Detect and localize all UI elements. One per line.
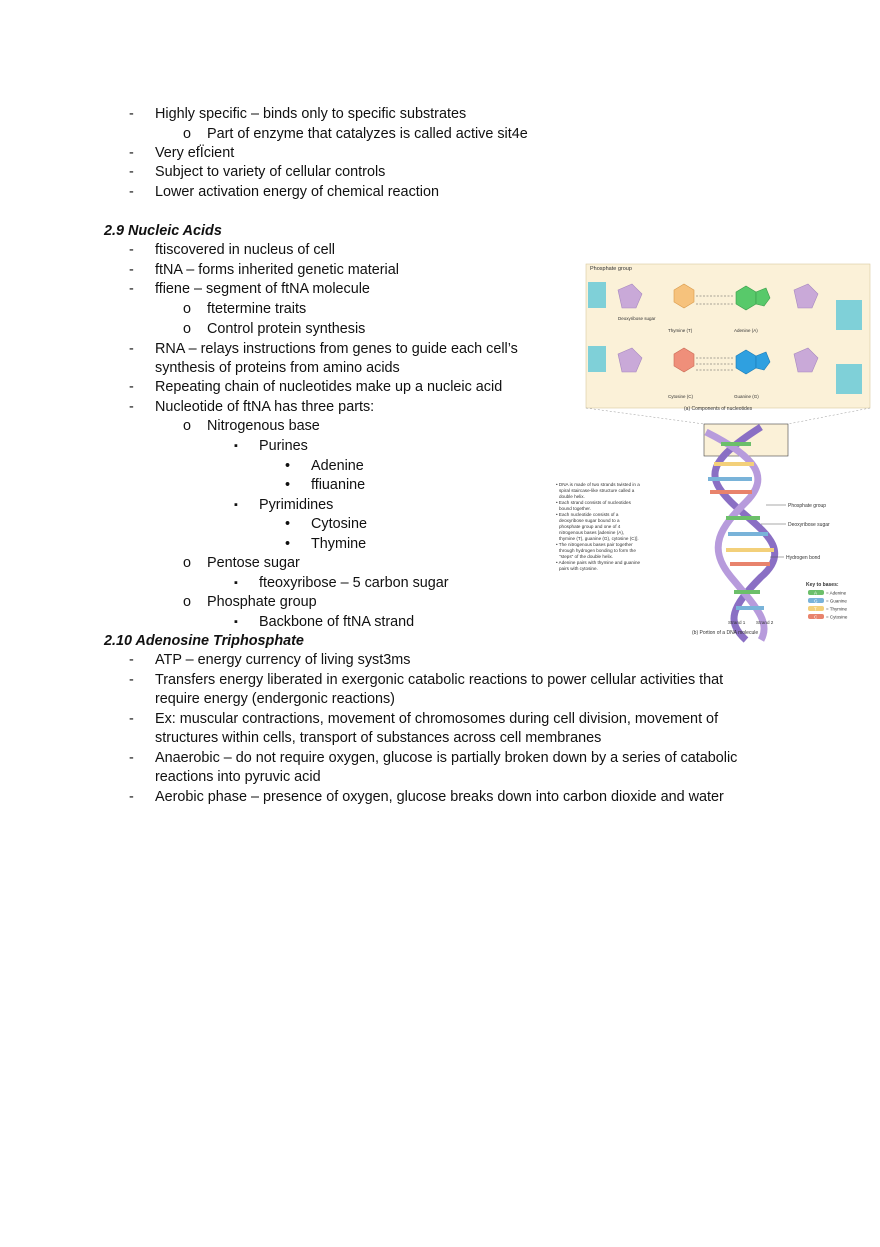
svg-text:= Adenine: = Adenine: [826, 590, 847, 596]
phosphate-group-title: Phosphate group: [590, 266, 632, 272]
circle-marker: o: [183, 418, 192, 434]
thymine-label: Thymine (T): [668, 328, 693, 333]
square-marker: ▪: [234, 577, 238, 589]
svg-text:G: G: [814, 598, 818, 604]
bullet-text: Adenine: [311, 458, 364, 474]
bullet-text: Backbone of ftNA strand: [259, 614, 415, 630]
dash-marker: -: [129, 341, 134, 357]
dash-marker: -: [129, 145, 134, 161]
circle-marker: o: [183, 126, 192, 142]
hydrogen-bond-callout: Hydrogen bond: [786, 555, 821, 561]
dash-marker: -: [129, 184, 134, 200]
svg-text:• Each nucleotide consists of: • Each nucleotide consists of a: [556, 512, 619, 517]
svg-text:= Thymine: = Thymine: [826, 606, 848, 612]
svg-text:C: C: [814, 614, 818, 620]
bullet-text: Subject to variety of cellular controls: [155, 164, 386, 180]
zoom-line: [788, 408, 870, 424]
svg-text:= Guanine: = Guanine: [826, 598, 847, 604]
svg-text:• Adenine pairs with thymine a: • Adenine pairs with thymine and guanine: [556, 560, 641, 565]
phosphate-callout: Phosphate group: [788, 503, 827, 509]
svg-text:T: T: [814, 606, 817, 612]
sugar-callout: Deoxyribose sugar: [788, 522, 830, 528]
dot-marker: •: [285, 516, 291, 532]
dash-marker: -: [129, 262, 134, 278]
dot-marker: •: [285, 477, 291, 493]
bullet-text: ffiene – segment of ftNA molecule: [155, 281, 370, 297]
dot-marker: •: [285, 458, 291, 474]
phosphate-box: [836, 364, 862, 394]
bullet-text: Pentose sugar: [207, 555, 300, 571]
svg-text:bound together.: bound together.: [559, 506, 591, 511]
bullet-text-continued: synthesis of proteins from amino acids: [155, 360, 400, 376]
bullet-text: ftetermine traits: [207, 301, 307, 317]
strand-1-label: Strand 1: [728, 620, 746, 625]
svg-text:spiral staircase-like structur: spiral staircase-like structure called a: [559, 488, 635, 493]
strand-2-label: Strand 2: [756, 620, 774, 625]
bullet-text: Anaerobic – do not require oxygen, glucose is partially broken down by a series of catabolic: [155, 750, 738, 766]
figure-notes: [556, 482, 641, 571]
circle-marker: o: [183, 321, 192, 337]
svg-text:= Cytosine: = Cytosine: [826, 614, 848, 620]
svg-text:pairs with cytosine.: pairs with cytosine.: [559, 566, 598, 571]
bullet-text: ATP – energy currency of living syst3ms: [155, 652, 411, 668]
svg-text:A: A: [814, 590, 818, 596]
dash-marker: -: [129, 711, 134, 727]
svg-text:"steps" of the double helix.: "steps" of the double helix.: [559, 554, 614, 559]
bullet-text: Control protein synthesis: [207, 321, 366, 337]
dash-marker: -: [129, 750, 134, 766]
svg-text:phosphate group and one of 4: phosphate group and one of 4: [559, 524, 621, 529]
svg-text:• DNA is made of two strands t: • DNA is made of two strands twisted in a: [556, 482, 640, 487]
phosphate-box: [588, 346, 606, 372]
svg-text:• Each strand consists of nucl: • Each strand consists of nucleotides: [556, 500, 631, 505]
svg-text:nitrogenous bases [adenine (A): nitrogenous bases [adenine (A),: [559, 530, 625, 535]
bullet-text: Ex: muscular contractions, movement of chromosomes during cell division, movement of: [155, 711, 719, 727]
bullet-text: Very efÏcient: [155, 145, 235, 161]
key-title: Key to bases:: [806, 582, 839, 588]
adenine-label: Adenine (A): [734, 328, 758, 333]
bullet-text: Highly specific – binds only to specific substrates: [155, 106, 467, 122]
dash-marker: -: [129, 789, 134, 805]
dna-figure: [556, 262, 872, 644]
svg-text:thymine (T), guanine (G), cyto: thymine (T), guanine (G), cytosine (C)].: [559, 536, 639, 541]
phosphate-box: [836, 300, 862, 330]
dna-diagram: [556, 262, 872, 644]
bullet-text-continued: require energy (endergonic reactions): [155, 691, 395, 707]
bullet-text: Nucleotide of ftNA has three parts:: [155, 399, 375, 415]
bullet-text: Part of enzyme that catalyzes is called active sit4e: [207, 126, 528, 142]
guanine-label: Guanine (G): [734, 394, 759, 399]
dash-marker: -: [129, 652, 134, 668]
section-heading-atp: 2.10 Adenosine Triphosphate: [104, 633, 304, 649]
bullet-text: ftNA – forms inherited genetic material: [155, 262, 399, 278]
bullet-text: fteoxyribose – 5 carbon sugar: [259, 575, 449, 591]
dash-marker: -: [129, 379, 134, 395]
bullet-text: Purines: [259, 438, 308, 454]
bullet-text: ffiuanine: [311, 477, 366, 493]
circle-marker: o: [183, 301, 192, 317]
bullet-text: Pyrimidines: [259, 497, 334, 513]
svg-text:through hydrogen bonding to fo: through hydrogen bonding to form the: [559, 548, 636, 553]
bullet-text-continued: reactions into pyruvic acid: [155, 769, 321, 785]
svg-text:• The nitrogenous bases pair t: • The nitrogenous bases pair together: [556, 542, 633, 547]
bullet-text: Transfers energy liberated in exergonic catabolic reactions to power cellular activities that: [155, 672, 724, 688]
caption-a: (a) Components of nucleotides: [684, 406, 753, 412]
dot-marker: •: [285, 536, 291, 552]
svg-text:double helix.: double helix.: [559, 494, 585, 499]
bullet-text: Nitrogenous base: [207, 418, 320, 434]
caption-b: (b) Portion of a DNA molecule: [692, 630, 759, 636]
bullet-text: Cytosine: [311, 516, 367, 532]
dash-marker: -: [129, 242, 134, 258]
section-heading-nucleic-acids: 2.9 Nucleic Acids: [104, 223, 222, 239]
circle-marker: o: [183, 555, 192, 571]
bullet-text: Aerobic phase – presence of oxygen, glucose breaks down into carbon dioxide and water: [155, 789, 724, 805]
square-marker: ▪: [234, 440, 238, 452]
phosphate-box: [588, 282, 606, 308]
dash-marker: -: [129, 399, 134, 415]
dash-marker: -: [129, 672, 134, 688]
cytosine-label: Cytosine (C): [668, 394, 694, 399]
svg-text:deoxyribose sugar bound to a: deoxyribose sugar bound to a: [559, 518, 620, 523]
key-legend: [808, 590, 848, 620]
dash-marker: -: [129, 164, 134, 180]
bullet-text: RNA – relays instructions from genes to guide each cell’s: [155, 341, 518, 357]
dash-marker: -: [129, 106, 134, 122]
bullet-text: ftiscovered in nucleus of cell: [155, 242, 335, 258]
square-marker: ▪: [234, 616, 238, 628]
bullet-text-continued: structures within cells, transport of substances across cell membranes: [155, 730, 602, 746]
square-marker: ▪: [234, 499, 238, 511]
circle-marker: o: [183, 594, 192, 610]
bullet-text: Thymine: [311, 536, 367, 552]
bullet-text: Repeating chain of nucleotides make up a nucleic acid: [155, 379, 503, 395]
bullet-text: Phosphate group: [207, 594, 317, 610]
bullet-text: Lower activation energy of chemical reaction: [155, 184, 439, 200]
dash-marker: -: [129, 281, 134, 297]
deoxyribose-label: Deoxyribose sugar: [618, 316, 656, 321]
